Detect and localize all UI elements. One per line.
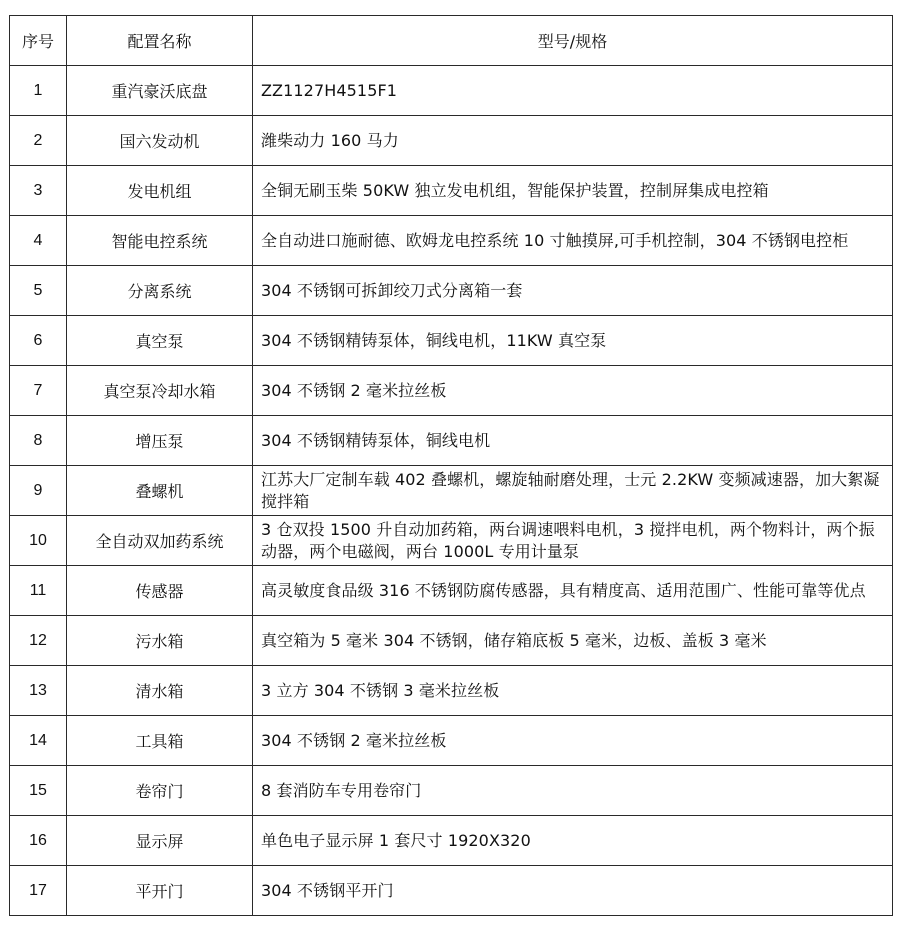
spec-cell: 304 不锈钢 2 毫米拉丝板 xyxy=(253,366,893,416)
row-number-cell: 8 xyxy=(10,416,67,466)
config-name-cell: 污水箱 xyxy=(67,616,253,666)
table-row xyxy=(10,866,893,916)
row-number-cell: 14 xyxy=(10,716,67,766)
spec-cell: 3 仓双投 1500 升自动加药箱，两台调速喂料电机，3 搅拌电机，两个物料计，两个振动器，两个电磁阀，两台 1000L 专用计量泵 xyxy=(253,516,893,566)
spec-cell: 3 立方 304 不锈钢 3 毫米拉丝板 xyxy=(253,666,893,716)
table-row xyxy=(10,316,893,366)
spec-cell: 8 套消防车专用卷帘门 xyxy=(253,766,893,816)
row-number-cell: 3 xyxy=(10,166,67,216)
table-row xyxy=(10,566,893,616)
config-name-cell: 国六发动机 xyxy=(67,116,253,166)
header-no: 序号 xyxy=(10,16,67,66)
config-name-cell: 发电机组 xyxy=(67,166,253,216)
table-row xyxy=(10,66,893,116)
spec-cell: 江苏大厂定制车载 402 叠螺机，螺旋轴耐磨处理，士元 2.2KW 变频减速器，加大絮凝搅拌箱 xyxy=(253,466,893,516)
config-name-cell: 传感器 xyxy=(67,566,253,616)
spec-cell: 真空箱为 5 毫米 304 不锈钢，储存箱底板 5 毫米，边板、盖板 3 毫米 xyxy=(253,616,893,666)
row-number-cell: 16 xyxy=(10,816,67,866)
table-row xyxy=(10,216,893,266)
config-name-cell: 增压泵 xyxy=(67,416,253,466)
row-number-cell: 2 xyxy=(10,116,67,166)
row-number-cell: 17 xyxy=(10,866,67,916)
table-row xyxy=(10,616,893,666)
row-number-cell: 7 xyxy=(10,366,67,416)
header-spec: 型号/规格 xyxy=(253,16,893,66)
config-name-cell: 重汽豪沃底盘 xyxy=(67,66,253,116)
table-row xyxy=(10,466,893,516)
spec-table xyxy=(9,15,893,916)
config-name-cell: 清水箱 xyxy=(67,666,253,716)
row-number-cell: 11 xyxy=(10,566,67,616)
spec-cell: 潍柴动力 160 马力 xyxy=(253,116,893,166)
spec-cell: 304 不锈钢 2 毫米拉丝板 xyxy=(253,716,893,766)
header-row xyxy=(10,16,893,66)
spec-cell: 304 不锈钢可拆卸绞刀式分离箱一套 xyxy=(253,266,893,316)
row-number-cell: 1 xyxy=(10,66,67,116)
row-number-cell: 12 xyxy=(10,616,67,666)
table-header xyxy=(10,16,893,66)
spec-cell: 304 不锈钢精铸泵体，铜线电机，11KW 真空泵 xyxy=(253,316,893,366)
header-name: 配置名称 xyxy=(67,16,253,66)
config-name-cell: 真空泵 xyxy=(67,316,253,366)
spec-cell: 高灵敏度食品级 316 不锈钢防腐传感器，具有精度高、适用范围广、性能可靠等优点 xyxy=(253,566,893,616)
spec-cell: 单色电子显示屏 1 套尺寸 1920X320 xyxy=(253,816,893,866)
table-body xyxy=(10,66,893,916)
table-row xyxy=(10,366,893,416)
table-row xyxy=(10,816,893,866)
row-number-cell: 6 xyxy=(10,316,67,366)
config-name-cell: 工具箱 xyxy=(67,716,253,766)
table-row xyxy=(10,516,893,566)
config-name-cell: 卷帘门 xyxy=(67,766,253,816)
config-name-cell: 全自动双加药系统 xyxy=(67,516,253,566)
spec-cell: 304 不锈钢精铸泵体，铜线电机 xyxy=(253,416,893,466)
row-number-cell: 5 xyxy=(10,266,67,316)
table-row xyxy=(10,266,893,316)
config-name-cell: 智能电控系统 xyxy=(67,216,253,266)
row-number-cell: 9 xyxy=(10,466,67,516)
config-name-cell: 分离系统 xyxy=(67,266,253,316)
spec-cell: ZZ1127H4515F1 xyxy=(253,66,893,116)
config-name-cell: 叠螺机 xyxy=(67,466,253,516)
row-number-cell: 15 xyxy=(10,766,67,816)
config-name-cell: 真空泵冷却水箱 xyxy=(67,366,253,416)
spec-cell: 304 不锈钢平开门 xyxy=(253,866,893,916)
table-row xyxy=(10,416,893,466)
table-row xyxy=(10,716,893,766)
spec-cell: 全自动进口施耐德、欧姆龙电控系统 10 寸触摸屏,可手机控制，304 不锈钢电控柜 xyxy=(253,216,893,266)
spec-cell: 全铜无刷玉柴 50KW 独立发电机组，智能保护装置，控制屏集成电控箱 xyxy=(253,166,893,216)
table-row xyxy=(10,666,893,716)
row-number-cell: 10 xyxy=(10,516,67,566)
row-number-cell: 13 xyxy=(10,666,67,716)
config-name-cell: 显示屏 xyxy=(67,816,253,866)
table-row xyxy=(10,166,893,216)
config-name-cell: 平开门 xyxy=(67,866,253,916)
table-row xyxy=(10,766,893,816)
table-row xyxy=(10,116,893,166)
row-number-cell: 4 xyxy=(10,216,67,266)
